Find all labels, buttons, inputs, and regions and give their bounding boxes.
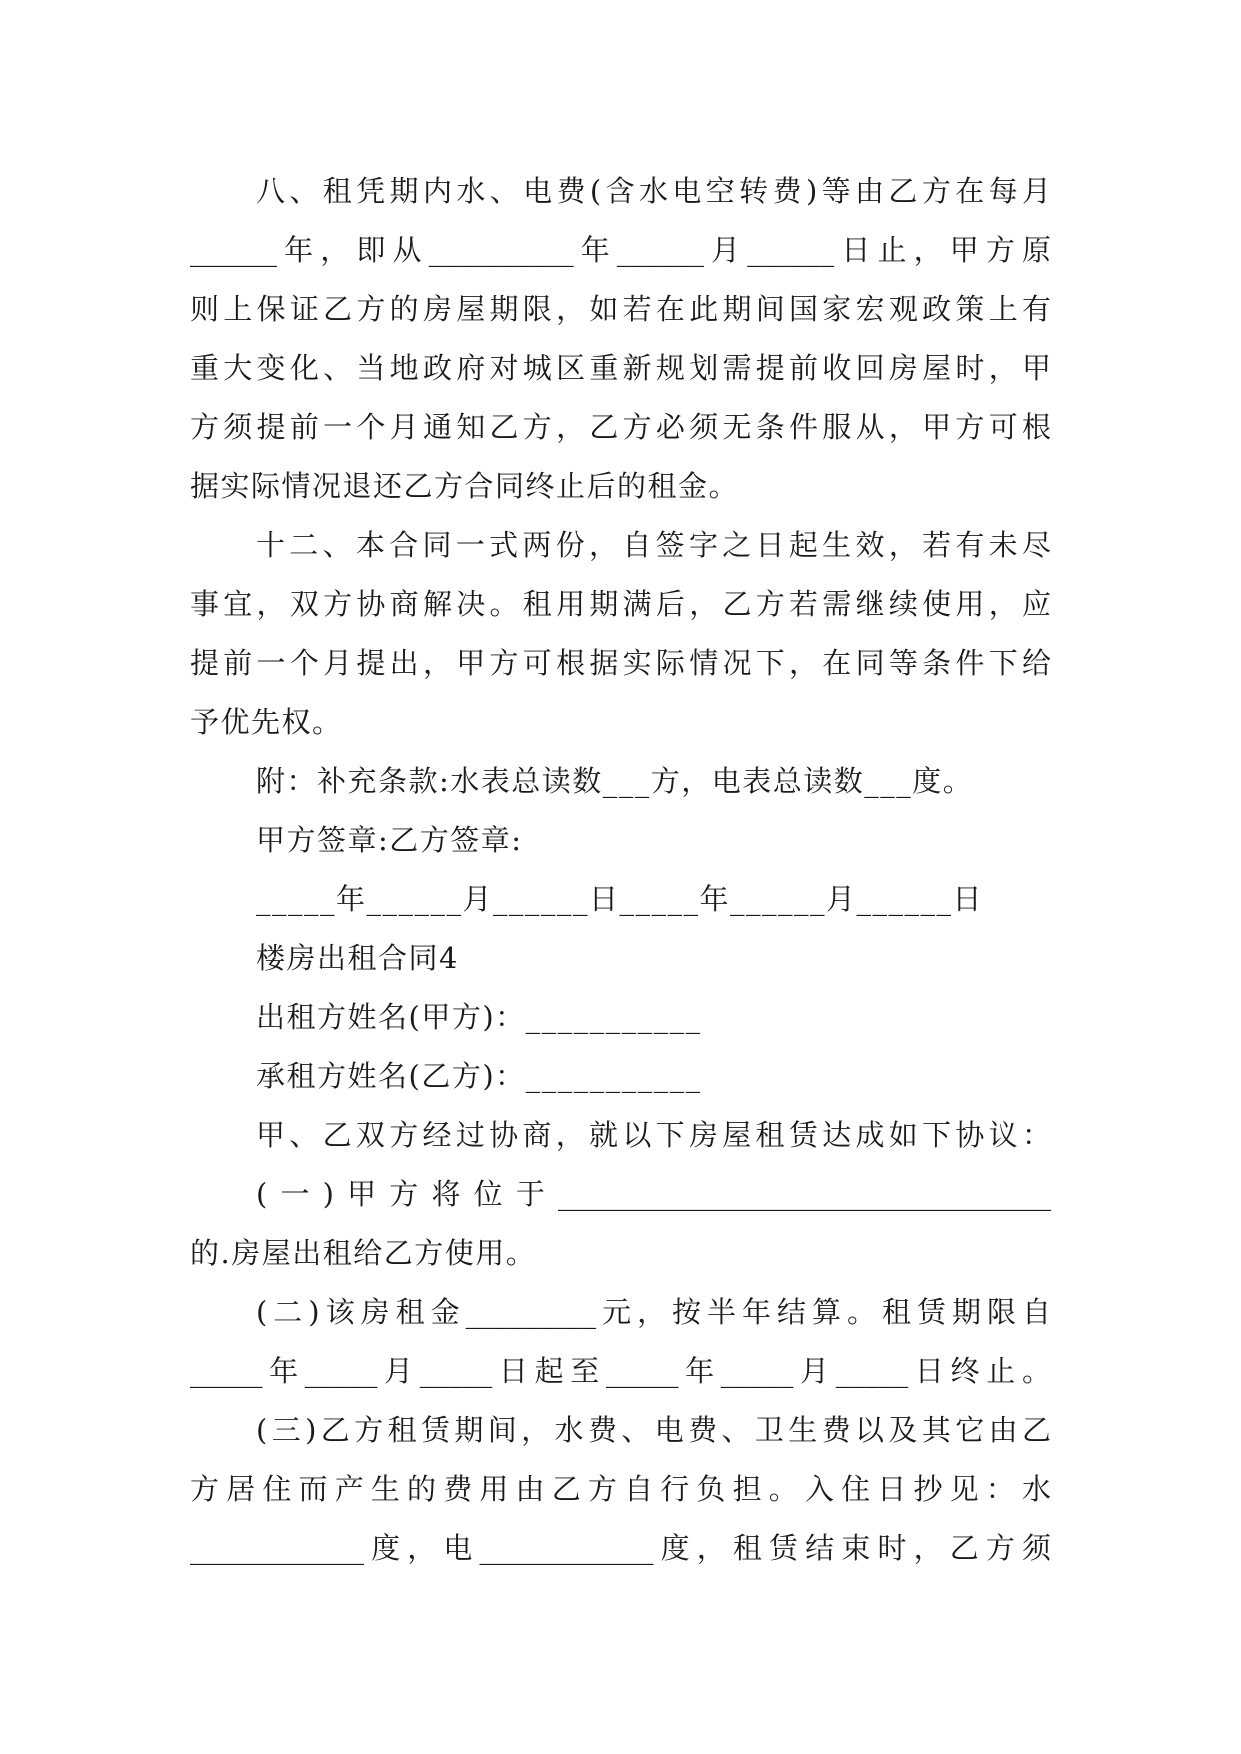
text-line: _____年______月______日_____年______月______日 [256,882,984,916]
text-line: (一)甲方将位于__________________________________ [256,1177,1051,1211]
document-body [190,162,1051,1578]
text-line: 楼房出租合同4 [256,941,459,975]
text-line: 甲方签章:乙方签章: [256,823,523,857]
text-line: 甲、乙双方经过协商，就以下房屋租赁达成如下协议： [256,1118,1051,1152]
text-line: 八、租凭期内水、电费(含水电空转费)等由乙方在每月 [256,174,1051,208]
text-line: (三)乙方租赁期间，水费、电费、卫生费以及其它由乙 [256,1413,1051,1447]
text-line: (二)该房租金_________元，按半年结算。租赁期限自 [256,1295,1051,1329]
text-line: 承租方姓名(乙方)：___________ [256,1059,702,1093]
text-line: 出租方姓名(甲方)：___________ [256,1000,702,1034]
text-line: 重大变化、当地政府对城区重新规划需提前收回房屋时，甲 [190,351,1051,385]
text-line: 则上保证乙方的房屋期限，如若在此期间国家宏观政策上有 [190,292,1051,326]
text-line: 十二、本合同一式两份，自签字之日起生效，若有未尽 [256,528,1051,562]
text-line: 附：补充条款:水表总读数___方，电表总读数___度。 [256,764,974,798]
text-line: 提前一个月提出，甲方可根据实际情况下，在同等条件下给 [190,646,1051,680]
text-line: 予优先权。 [190,705,343,739]
text-line: _____年_____月_____日起至_____年_____月_____日终止。 [190,1354,1051,1388]
text-line: 方须提前一个月通知乙方，乙方必须无条件服从，甲方可根 [190,410,1051,444]
text-line: 的.房屋出租给乙方使用。 [190,1236,537,1270]
text-line: 据实际情况退还乙方合同终止后的租金。 [190,469,740,503]
text-line: 方居住而产生的费用由乙方自行负担。入住日抄见：水 [190,1472,1051,1506]
text-line: ______年，即从__________年______月______日止，甲方原 [190,233,1051,267]
text-line: ____________度，电____________度，租赁结束时，乙方须 [190,1531,1051,1565]
text-line: 事宜，双方协商解决。租用期满后，乙方若需继续使用，应 [190,587,1051,621]
